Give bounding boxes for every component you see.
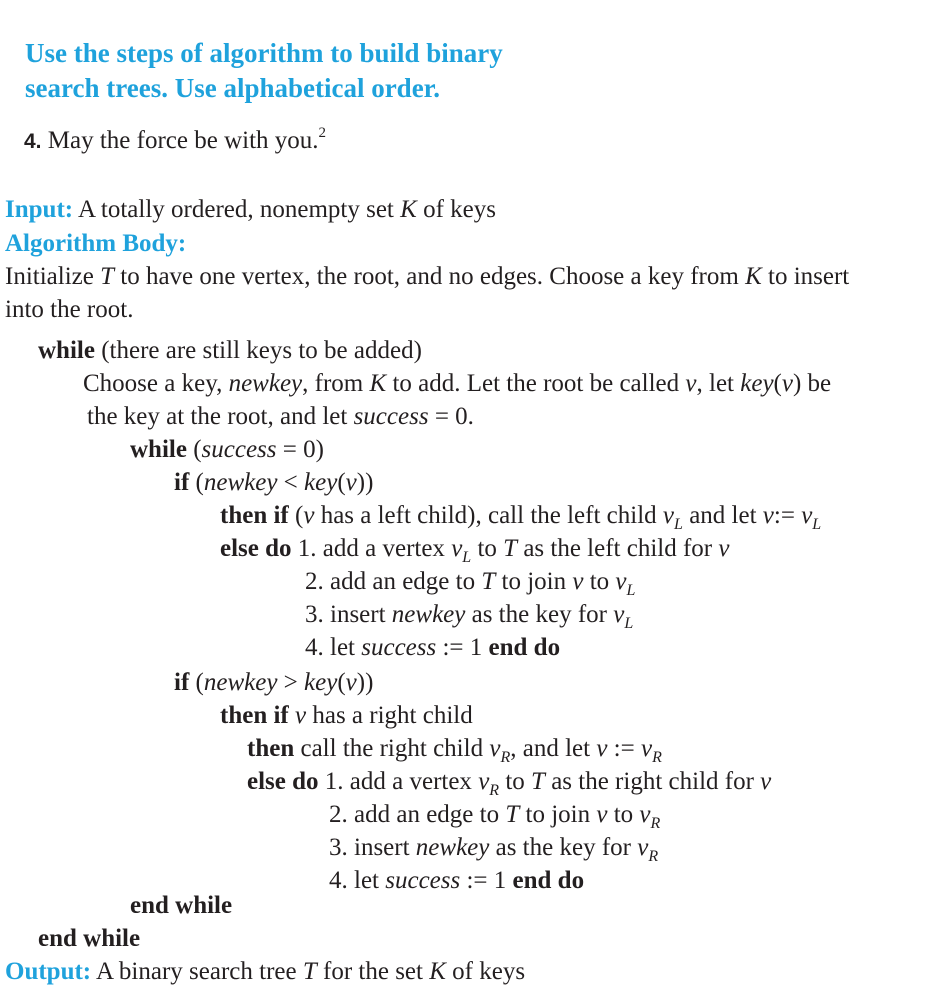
choose-line: [83, 367, 831, 400]
else-left-step-2: [305, 565, 635, 598]
outer-while: [38, 334, 422, 367]
var-v: v: [478, 768, 490, 795]
var-v: v: [451, 535, 463, 562]
exercise-instructions-line-1: Use the steps of algorithm to build binary: [25, 38, 503, 68]
var-v: v: [718, 535, 730, 562]
then-right-check: [220, 699, 473, 732]
then-right: [247, 732, 662, 765]
subscript-L: L: [812, 516, 822, 533]
kw-then-if: then if: [220, 702, 289, 729]
text: and let: [682, 502, 763, 529]
var-T: T: [531, 768, 545, 795]
var-v: v: [762, 502, 774, 529]
else-right-step-2: [329, 798, 660, 831]
subscript-R: R: [489, 782, 500, 799]
exercise-instructions-line-2: search trees. Use alphabetical order.: [25, 73, 440, 103]
text: Choose a key,: [83, 370, 229, 397]
exercise-number: 4.: [24, 130, 42, 153]
text: (there are still keys to be added): [94, 337, 422, 364]
text: to: [583, 568, 616, 595]
if-less: [174, 466, 373, 499]
text: for the set: [316, 958, 430, 985]
var-v: v: [596, 801, 608, 828]
then-left: [220, 499, 821, 532]
var-v: v: [685, 370, 697, 397]
text: the key at the root, and let: [87, 403, 354, 430]
text: has a right child: [306, 702, 473, 729]
kw-while: while: [130, 436, 187, 463]
var-v: v: [596, 735, 608, 762]
text: , and let: [510, 735, 597, 762]
var-v: v: [760, 768, 772, 795]
root-line: [87, 400, 474, 433]
text: to have one vertex, the root, and no edges. Choose a key from: [114, 263, 746, 290]
kw-else-do: else do: [247, 768, 319, 795]
text: Initialize: [5, 263, 101, 290]
subscript-R: R: [652, 749, 662, 766]
var-T: T: [505, 801, 520, 828]
kw-if: if: [174, 669, 190, 696]
input-label: Input:: [5, 196, 74, 223]
kw-else-do: else do: [220, 535, 292, 562]
var-v: v: [801, 502, 813, 529]
text: (: [337, 469, 346, 496]
text: to join: [495, 568, 573, 595]
text: 4. let: [329, 867, 386, 894]
var-T: T: [100, 263, 114, 290]
var-key: key: [304, 669, 338, 696]
text: as the key for: [465, 601, 614, 628]
text: 1. add a vertex: [291, 535, 452, 562]
subscript-R: R: [650, 815, 661, 832]
else-left-step-3: [305, 598, 633, 631]
var-T: T: [481, 568, 496, 595]
text: := 1: [460, 867, 513, 894]
subscript-R: R: [648, 848, 659, 865]
var-newkey: newkey: [228, 370, 303, 397]
text: has a left child), call the left child: [314, 502, 663, 529]
text: :=: [773, 502, 802, 529]
else-right-step-1: [247, 765, 771, 798]
if-greater: [174, 666, 373, 699]
var-T: T: [503, 535, 518, 562]
text: (: [773, 370, 782, 397]
footnote-mark: 2: [318, 125, 327, 141]
var-v: v: [615, 568, 627, 595]
kw-while: while: [38, 337, 95, 364]
text: A binary search tree: [91, 958, 303, 985]
var-v: v: [489, 735, 501, 762]
subscript-L: L: [626, 582, 636, 599]
exercise-item: [24, 124, 326, 158]
var-v: v: [639, 801, 651, 828]
var-v: v: [637, 834, 649, 861]
text: to insert: [761, 263, 850, 290]
text: to add. Let the root be called: [386, 370, 686, 397]
text: 4. let: [305, 634, 362, 661]
var-T: T: [302, 958, 317, 985]
text: (: [189, 669, 204, 696]
subscript-L: L: [624, 615, 634, 632]
var-v: v: [572, 568, 584, 595]
algorithm-input: [5, 193, 496, 226]
text: = 0.: [428, 403, 474, 430]
else-left-step-1: [220, 532, 730, 565]
var-v: v: [345, 669, 357, 696]
subscript-L: L: [462, 549, 472, 566]
operator: <: [277, 469, 305, 496]
text: 2. add an edge to: [329, 801, 506, 828]
else-left-step-4: [305, 631, 560, 664]
text: of keys: [445, 958, 526, 985]
text: as the key for: [489, 834, 638, 861]
text: 3. insert: [305, 601, 392, 628]
var-newkey: newkey: [203, 469, 278, 496]
input-text-end: of keys: [416, 196, 496, 223]
subscript-R: R: [500, 749, 511, 766]
exercise-text: May the force be with you.: [47, 127, 319, 154]
var-K: K: [745, 263, 762, 290]
text: (: [288, 502, 304, 529]
inner-while: [130, 433, 324, 466]
text: (: [337, 669, 346, 696]
kw-then: then: [247, 735, 295, 762]
kw-end-do: end do: [488, 634, 561, 661]
text: , from: [302, 370, 370, 397]
subscript-L: L: [674, 516, 683, 533]
inner-end-while: end while: [130, 892, 233, 919]
var-newkey: newkey: [415, 834, 490, 861]
algorithm-body-label: Algorithm Body:: [5, 230, 187, 257]
var-K: K: [400, 196, 417, 223]
text: to: [499, 768, 532, 795]
text: call the right child: [294, 735, 490, 762]
text: as the right child for: [544, 768, 761, 795]
input-text: A totally ordered, nonempty set: [73, 196, 401, 223]
var-key: key: [740, 370, 774, 397]
init-line-2: into the root.: [5, 296, 134, 323]
init-line-1: [5, 260, 849, 293]
kw-end-do: end do: [512, 867, 585, 894]
else-right-step-3: [329, 831, 658, 864]
text: 1. add a vertex: [318, 768, 479, 795]
text: as the left child for: [517, 535, 719, 562]
var-v: v: [781, 370, 793, 397]
algorithm-output: [5, 955, 525, 988]
var-success: success: [361, 634, 437, 661]
var-v: v: [613, 601, 625, 628]
text: :=: [607, 735, 641, 762]
var-key: key: [304, 469, 338, 496]
operator: >: [277, 669, 305, 696]
text: )): [356, 469, 374, 496]
else-right-step-4: [329, 864, 584, 897]
outer-end-while: end while: [38, 925, 141, 952]
var-success: success: [353, 403, 429, 430]
kw-if: if: [174, 469, 190, 496]
var-v: v: [662, 502, 675, 529]
text: to: [471, 535, 504, 562]
var-v: v: [345, 469, 357, 496]
text: , let: [696, 370, 741, 397]
var-v: v: [640, 735, 653, 762]
var-K: K: [369, 370, 387, 397]
text: (: [189, 469, 204, 496]
text: := 1: [436, 634, 489, 661]
var-v: v: [303, 502, 315, 529]
var-success: success: [201, 436, 277, 463]
text: 3. insert: [329, 834, 416, 861]
text: to join: [519, 801, 597, 828]
var-v: v: [295, 702, 307, 729]
output-label: Output:: [5, 958, 92, 985]
text: to: [607, 801, 640, 828]
text: ) be: [792, 370, 832, 397]
kw-then-if: then if: [220, 502, 289, 529]
var-K: K: [429, 958, 446, 985]
text: (: [186, 436, 202, 463]
text: )): [356, 669, 374, 696]
var-success: success: [385, 867, 461, 894]
var-newkey: newkey: [203, 669, 278, 696]
var-newkey: newkey: [391, 601, 466, 628]
text: = 0): [276, 436, 324, 463]
text: 2. add an edge to: [305, 568, 482, 595]
